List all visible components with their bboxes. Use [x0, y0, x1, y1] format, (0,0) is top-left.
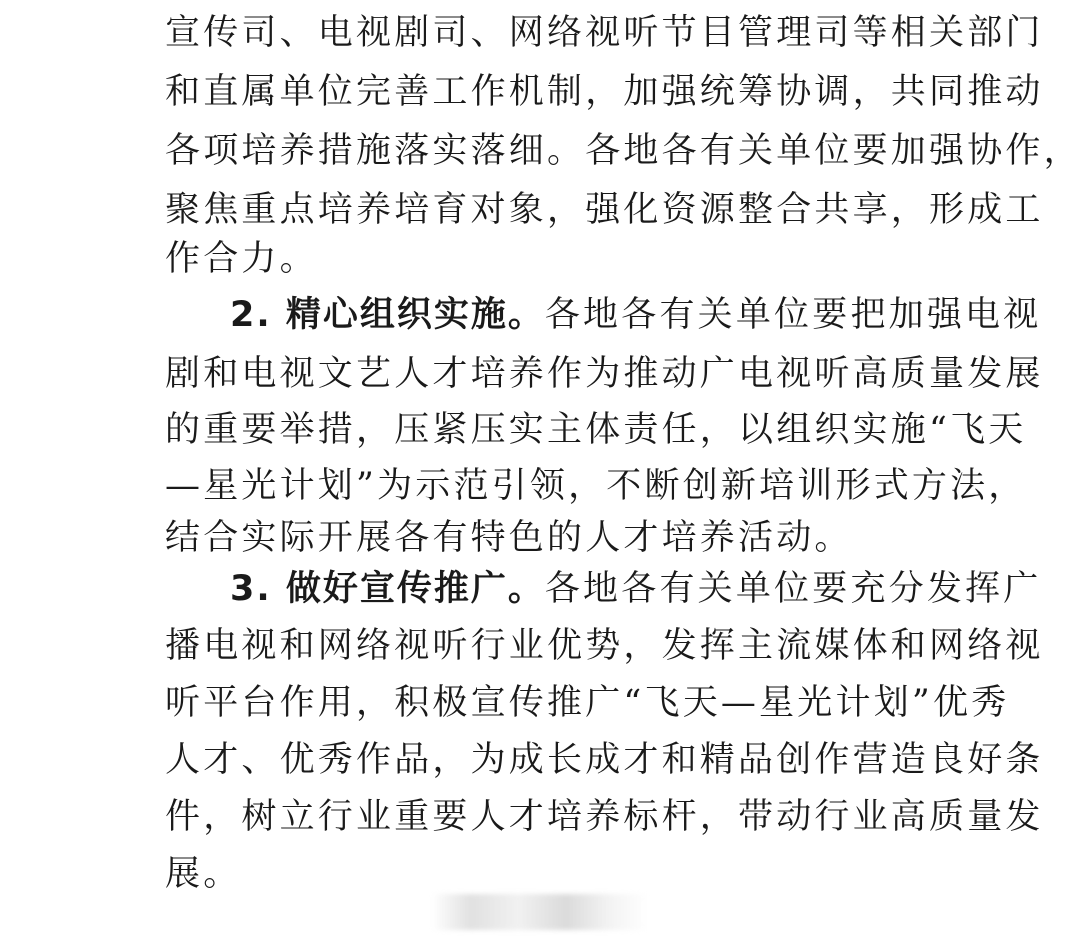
- text-line: 和直属单位完善工作机制，加强统筹协调，共同推动: [165, 72, 1044, 112]
- text-line: 的重要举措，压紧压实主体责任，以组织实施“飞天: [165, 410, 1027, 450]
- blurred-watermark: [432, 894, 648, 930]
- item3-first-line: [230, 560, 1042, 618]
- text-line: 剧和电视文艺人才培养作为推动广电视听高质量发展: [165, 354, 1044, 394]
- text-line: 展。: [165, 854, 242, 894]
- item3-heading: 3. 做好宣传推广。: [230, 569, 545, 609]
- text-line: 作合力。: [165, 239, 318, 279]
- text-line: 人才、优秀作品，为成长成才和精品创作营造良好条: [165, 740, 1044, 780]
- text-line: 聚焦重点培养培育对象，强化资源整合共享，形成工: [165, 190, 1044, 230]
- item2-heading: 2. 精心组织实施。: [230, 295, 545, 335]
- text-line: —星光计划”为示范引领，不断创新培训形式方法，: [165, 466, 1027, 506]
- text-line: 结合实际开展各有特色的人才培养活动。: [165, 518, 853, 558]
- text-line: 件，树立行业重要人才培养标杆，带动行业高质量发: [165, 797, 1044, 837]
- text-line: 播电视和网络视听行业优势，发挥主流媒体和网络视: [165, 626, 1044, 666]
- text-line: 宣传司、电视剧司、网络视听节目管理司等相关部门: [165, 13, 1044, 53]
- item2-first-line: [230, 286, 1042, 344]
- item2-first-line-text: 各地各有关单位要把加强电视: [544, 295, 1042, 335]
- item3-first-line-text: 各地各有关单位要充分发挥广: [544, 569, 1042, 609]
- text-line: 各项培养措施落实落细。各地各有关单位要加强协作，: [165, 131, 1082, 171]
- text-line: 听平台作用，积极宣传推广“飞天—星光计划”优秀: [165, 683, 1010, 723]
